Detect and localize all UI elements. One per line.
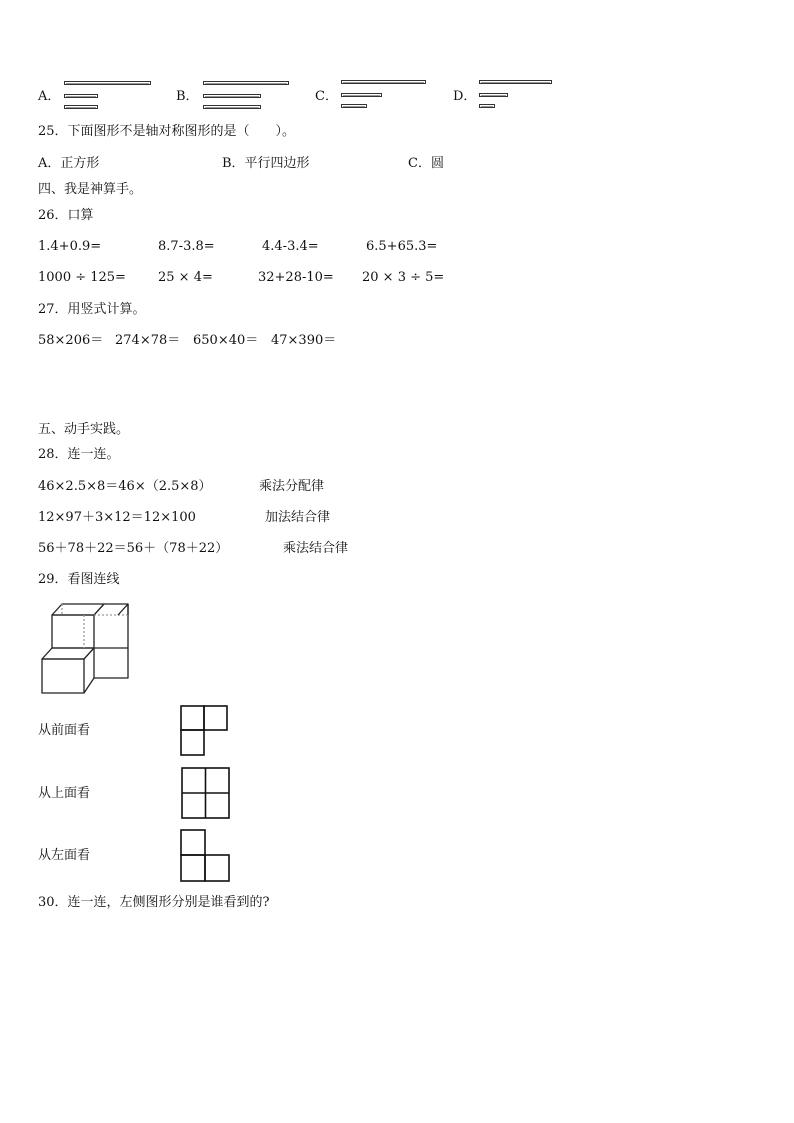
- q26-item: 4.4-3.4=: [262, 239, 319, 254]
- q27-item: 274×78＝: [115, 333, 181, 348]
- q26-item: 1000 ÷ 125=: [38, 270, 126, 285]
- q29-view-front-label: 从前面看: [38, 723, 91, 738]
- q24-d-bar-mid: [479, 93, 508, 97]
- q24-c-bar-short: [341, 104, 367, 108]
- q24-b-bar-mid: [203, 94, 261, 98]
- q28-right-item: 加法结合律: [265, 510, 331, 525]
- q28-left-item: 12×97＋3×12＝12×100: [38, 510, 196, 525]
- q29-view-top-shape: [181, 767, 231, 819]
- q27-item: 58×206＝: [38, 333, 104, 348]
- section5-title: 五、动手实践。: [38, 422, 130, 437]
- q25-option-a: A．正方形: [38, 156, 100, 171]
- q26-item: 25 × 4=: [158, 270, 213, 285]
- q28-stem: 28．连一连。: [38, 447, 120, 462]
- section4-title: 四、我是神算手。: [38, 182, 143, 197]
- q24-option-b-label: B．: [176, 89, 199, 104]
- q27-stem: 27．用竖式计算。: [38, 302, 146, 317]
- q28-right-item: 乘法分配律: [259, 479, 325, 494]
- q29-cube-figure: [38, 600, 133, 696]
- q26-item: 20 × 3 ÷ 5=: [362, 270, 445, 285]
- q24-a-bar-mid: [64, 94, 98, 98]
- q24-d-bar-short: [479, 104, 495, 108]
- q26-item: 1.4+0.9=: [38, 239, 102, 254]
- q26-stem: 26．口算: [38, 208, 94, 223]
- q26-item: 8.7-3.8=: [158, 239, 215, 254]
- q29-view-front-shape: [180, 705, 228, 757]
- q28-left-item: 46×2.5×8＝46×（2.5×8）: [38, 479, 212, 494]
- q24-option-c-label: C．: [315, 89, 338, 104]
- q24-a-bar-long: [64, 81, 151, 85]
- q29-view-left-shape: [180, 829, 230, 883]
- q24-option-a-label: A．: [38, 89, 61, 104]
- q24-b-bar-long: [203, 81, 289, 85]
- q24-option-d-label: D．: [453, 89, 477, 104]
- q24-d-bar-long: [479, 80, 552, 84]
- q30-stem: 30．连一连，左侧图形分别是谁看到的?: [38, 895, 270, 910]
- q28-right-item: 乘法结合律: [283, 541, 349, 556]
- q25-stem: 25．下面图形不是轴对称图形的是（ ）。: [38, 124, 296, 139]
- q25-option-b: B．平行四边形: [222, 156, 310, 171]
- q24-b-bar-short: [203, 105, 261, 109]
- q29-stem: 29．看图连线: [38, 572, 120, 587]
- q26-item: 6.5+65.3=: [366, 239, 438, 254]
- q28-left-item: 56＋78＋22＝56＋（78＋22）: [38, 541, 229, 556]
- q26-item: 32+28-10=: [258, 270, 334, 285]
- q27-item: 650×40＝: [193, 333, 259, 348]
- q25-option-c: C．圆: [408, 156, 444, 171]
- q29-view-top-label: 从上面看: [38, 786, 91, 801]
- q24-a-bar-short: [64, 105, 98, 109]
- q24-c-bar-mid: [341, 93, 382, 97]
- q24-c-bar-long: [341, 80, 426, 84]
- q27-item: 47×390＝: [271, 333, 337, 348]
- q29-view-left-label: 从左面看: [38, 848, 91, 863]
